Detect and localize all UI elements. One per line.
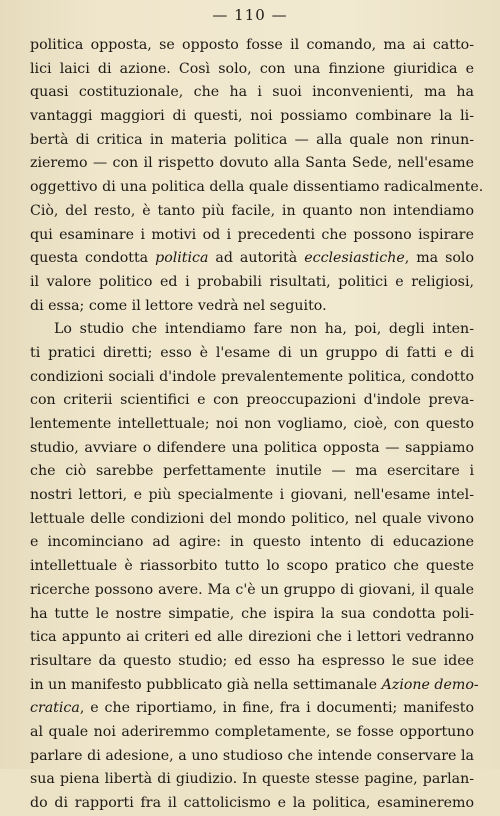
text-line: lici laici di azione. Così solo, con una finzione giuridica e [30,60,474,77]
text-line: oggettivo di una politica della quale dissentiamo radicalmente. [30,179,484,196]
body-text [30,34,484,816]
italic-text: Azione demo- [381,676,479,693]
text-line: condizioni sociali d'indole prevalentemente politica, condotto [30,368,474,385]
text-line: bertà di critica in materia politica — alla quale non rinun- [30,131,474,148]
text-line: Ciò, del resto, è tanto più facile, in quanto non intendiamo [30,202,474,219]
text-line: questa condotta politica ad autorità ecclesiastiche, ma solo [30,250,475,267]
text-line: qui esaminare i motivi od i precedenti che possono ispirare [30,226,474,243]
text-line: vantaggi maggiori di questi, noi possiamo combinare la li- [30,108,474,125]
italic-text: cratica [30,700,80,717]
text-line: risultare da questo studio; ed esso ha espresso le sue idee [30,652,474,669]
text-line: ti pratici diretti; esso è l'esame di un gruppo di fatti e di [30,344,474,361]
text-line: e incominciano ad agire: in questo intento di educazione [30,534,474,551]
text-line: intellettuale è riassorbito tutto lo scopo pratico che queste [30,558,474,575]
text-line: nostri lettori, e più specialmente i giovani, nell'esame intel- [30,487,474,504]
text-line: politica opposta, se opposto fosse il comando, ma ai catto- [30,37,474,53]
text-line: cratica, e che riportiamo, in fine, fra i documenti; manifesto [30,700,474,717]
text-line: con criterii scientifici e con preoccupazioni d'indole preva- [30,392,474,409]
text-line: tica appunto ai criteri ed alle direzioni che i lettori vedranno [30,629,474,646]
text-line: ha tutte le nostre simpatie, che ispira la sua condotta poli- [30,605,474,622]
text-line: studio, avviare o difendere una politica opposta — sappiamo [30,439,474,456]
text-line: di essa; come il lettore vedrà nel seguito. [30,297,327,314]
page-number: — 110 — [212,6,288,24]
text-line: lettuale delle condizioni del mondo politico, nel quale vivono [30,510,474,527]
text-line: lentemente intellettuale; noi non vogliamo, cioè, con questo [30,416,474,432]
paragraph-2 [30,318,479,815]
italic-text: politica [155,250,209,267]
text-line: sua piena libertà di giudizio. In queste stesse pagine, parlan- [30,771,474,788]
text-line: zieremo — con il rispetto dovuto alla Santa Sede, nell'esame [30,155,474,172]
text-line: parlare di adesione, a uno studioso che intende conservare la [30,747,474,764]
text-line: ricerche possono avere. Ma c'è un gruppo di giovani, il quale [30,581,474,598]
text-line: Lo studio che intendiamo fare non ha, poi, degli inten- [54,321,474,338]
text-line: il valore politico ed i probabili risultati, politici e religiosi, [30,273,474,290]
text-line: quasi costituzionale, che ha i suoi inconvenienti, ma ha [30,84,474,101]
text-line: che ciò sarebbe perfettamente inutile — ma esercitare i [30,463,474,480]
text-line: in un manifesto pubblicato già nella settimanale Azione demo- [30,676,479,693]
italic-text: ecclesiastiche [304,250,405,267]
text-line: do di rapporti fra il cattolicismo e la politica, esamineremo [30,795,474,811]
text-line: al quale noi aderiremmo completamente, se fosse opportuno [30,723,474,740]
paragraph-1 [30,34,484,318]
